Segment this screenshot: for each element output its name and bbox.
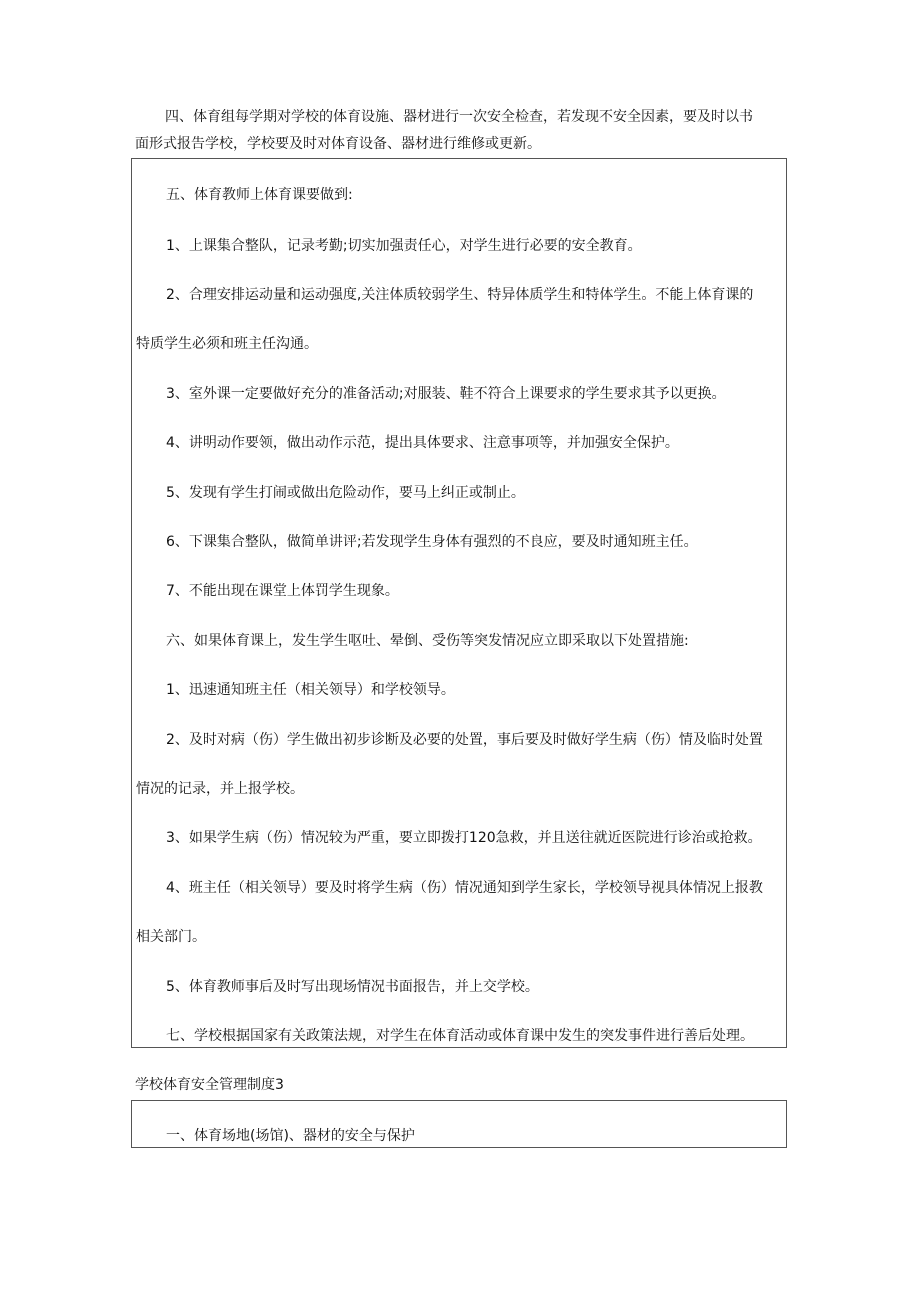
measure-item: 1、迅速通知班主任（相关领导）和学校领导。	[166, 682, 455, 698]
measure-item: 5、体育教师事后及时写出现场情况书面报告，并上交学校。	[166, 979, 539, 995]
rule-item: 5、发现有学生打闹或做出危险动作，要马上纠正或制止。	[166, 485, 525, 501]
heading-one: 一、体育场地(场馆)、器材的安全与保护	[166, 1128, 415, 1144]
measure-item-continued: 相关部门。	[136, 929, 206, 945]
rule-item: 2、合理安排运动量和运动强度,关注体质较弱学生、特异体质学生和特体学生。不能上体育课的	[166, 287, 754, 303]
paragraph-line: 四、体育组每学期对学校的体育设施、器材进行一次安全检查，若发现不安全因素，要及时以书	[165, 109, 753, 125]
measure-item: 2、及时对病（伤）学生做出初步诊断及必要的处置，事后要及时做好学生病（伤）情及临时处置	[166, 732, 763, 748]
measure-item-continued: 情况的记录，并上报学校。	[136, 781, 304, 797]
heading-seven: 七、学校根据国家有关政策法规，对学生在体育活动或体育课中发生的突发事件进行善后处理。	[166, 1028, 754, 1044]
measure-item: 3、如果学生病（伤）情况较为严重，要立即拨打120急救，并且送往就近医院进行诊治或抢救。	[166, 830, 762, 846]
rule-item: 3、室外课一定要做好充分的准备活动;对服装、鞋不符合上课要求的学生要求其予以更换。	[166, 386, 726, 402]
heading-six: 六、如果体育课上，发生学生呕吐、晕倒、受伤等突发情况应立即采取以下处置措施:	[166, 633, 689, 649]
rule-item: 7、不能出现在课堂上体罚学生现象。	[166, 583, 399, 599]
rule-item: 1、上课集合整队，记录考勤;切实加强责任心，对学生进行必要的安全教育。	[166, 238, 642, 254]
rule-item: 4、讲明动作要领，做出动作示范，提出具体要求、注意事项等，并加强安全保护。	[166, 435, 679, 451]
rule-item-continued: 特质学生必须和班主任沟通。	[136, 336, 318, 352]
measure-item: 4、班主任（相关领导）要及时将学生病（伤）情况通知到学生家长，学校领导视具体情况上报教	[166, 880, 763, 896]
rule-item: 6、下课集合整队，做简单讲评;若发现学生身体有强烈的不良应，要及时通知班主任。	[166, 534, 698, 550]
content-box-teacher-rules	[131, 158, 787, 1048]
heading-five: 五、体育教师上体育课要做到:	[166, 187, 353, 203]
paragraph-four	[135, 104, 787, 158]
paragraph-line: 面形式报告学校，学校要及时对体育设备、器材进行维修或更新。	[135, 136, 541, 152]
content-box-venue-safety	[131, 1100, 787, 1148]
section-title: 学校体育安全管理制度3	[135, 1077, 284, 1093]
